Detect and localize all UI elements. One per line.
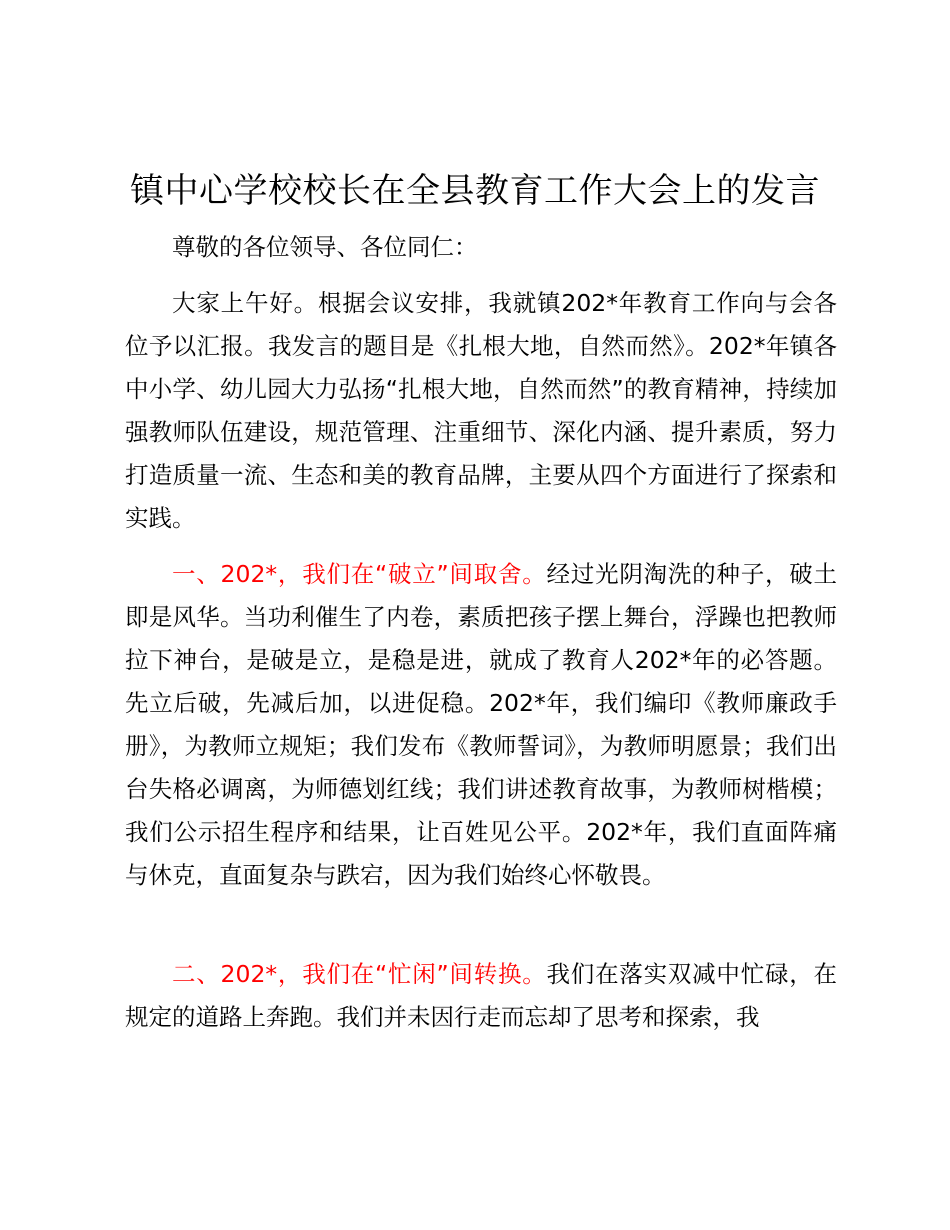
- section-1-text: 经过光阴淘洗的种子，破土即是风华。当功利催生了内卷，素质把孩子摆上舞台，浮躁也把教师拉下神台，是破是立，是稳是进，就成了教育人202*年的必答题。先立后破，先减后加，以进促稳。202*年，我们编印《教师廉政手册》，为教师立规矩；我们发布《教师誓词》，为教师明愿景；我们出台失格必调离，为师德划红线；我们讲述教育故事，为教师树楷模；我们公示招生程序和结果，让百姓见公平。202*年，我们直面阵痛与休克，直面复杂与跌宕，因为我们始终心怀敬畏。: [125, 560, 838, 889]
- paragraph-intro-text: 大家上午好。根据会议安排，我就镇202*年教育工作向与会各位予以汇报。我发言的题目是《扎根大地，自然而然》。202*年镇各中小学、幼儿园大力弘扬“扎根大地，自然而然”的教育精神，持续加强教师队伍建设，规范管理、注重细节、深化内涵、提升素质，努力打造质量一流、生态和美的教育品牌，主要从四个方面进行了探索和实践。: [125, 289, 837, 532]
- section-1-heading: 一、202*，我们在“破立”间取舍。: [172, 560, 547, 588]
- paragraph-section-2: [125, 953, 837, 1039]
- salutation: 尊敬的各位领导、各位同仁：: [172, 233, 478, 261]
- document-title: 镇中心学校校长在全县教育工作大会上的发言: [130, 171, 820, 211]
- section-2-heading: 二、202*，我们在“忙闲”间转换。: [172, 960, 547, 988]
- paragraph-section-1: [125, 553, 837, 897]
- section-2-text: 我们在落实双减中忙碌，在规定的道路上奔跑。我们并未因行走而忘却了思考和探索，我: [125, 960, 838, 1031]
- paragraph-intro: [125, 282, 837, 540]
